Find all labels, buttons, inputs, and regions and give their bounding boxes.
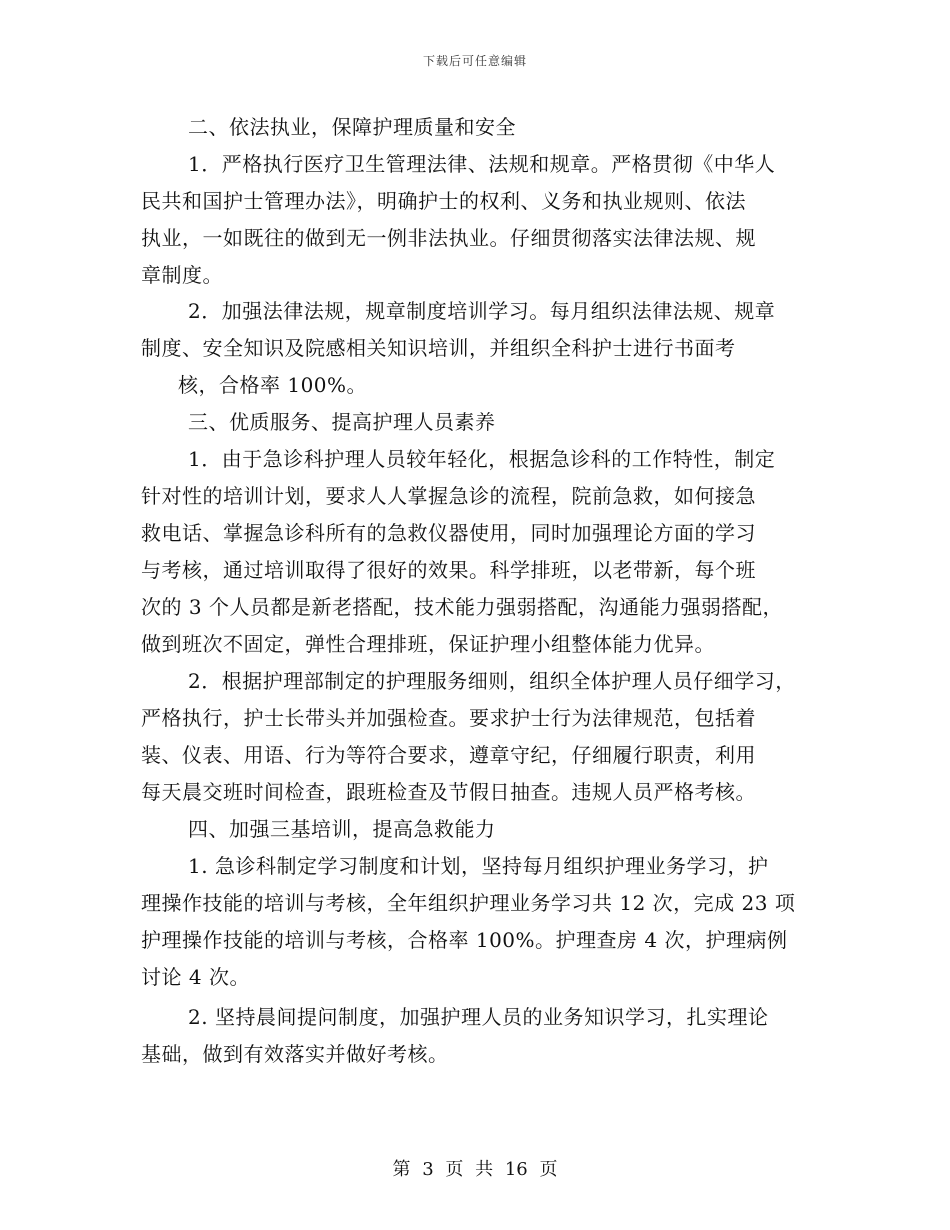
paragraph-line: 民共和国护士管理办法》，明确护士的权利、义务和执业规则、依法 [141, 189, 746, 213]
header-note: 下载后可任意编辑 [422, 54, 527, 68]
paragraph-line: 1．严格执行医疗卫生管理法律、法规和规章。严格贯彻《中华人 [188, 152, 776, 176]
paragraph-line: 2．根据护理部制定的护理服务细则，组织全体护理人员仔细学习， [188, 669, 796, 693]
paragraph-line: 理操作技能的培训与考核，全年组织护理业务学习共 12 次，完成 23 项 [141, 891, 796, 915]
paragraph-line: 护理操作技能的培训与考核，合格率 100%。护理查房 4 次，护理病例 [141, 928, 788, 952]
paragraph-line: 讨论 4 次。 [141, 965, 250, 989]
section-heading-2: 二、依法执业，保障护理质量和安全 [188, 115, 516, 139]
paragraph-line: 与考核，通过培训取得了很好的效果。科学排班，以老带新，每个班 [141, 558, 756, 582]
paragraph-line: 2. 坚持晨间提问制度，加强护理人员的业务知识学习，扎实理论 [188, 1005, 769, 1029]
paragraph-line: 1．由于急诊科护理人员较年轻化，根据急诊科的工作特性，制定 [188, 447, 776, 471]
paragraph-line: 严格执行，护士长带头并加强检查。要求护士行为法律规范，包括着 [141, 706, 756, 730]
paragraph-line: 2．加强法律法规，规章制度培训学习。每月组织法律法规、规章 [188, 299, 776, 323]
section-heading-3: 三、优质服务、提高护理人员素养 [188, 410, 496, 434]
paragraph-line: 装、仪表、用语、行为等符合要求，遵章守纪，仔细履行职责，利用 [141, 743, 756, 767]
paragraph-line: 每天晨交班时间检查，跟班检查及节假日抽查。违规人员严格考核。 [141, 780, 756, 804]
paragraph-line: 次的 3 个人员都是新老搭配，技术能力强弱搭配，沟通能力强弱搭配， [141, 595, 783, 619]
page-number-footer: 第 3 页 共 16 页 [392, 1159, 558, 1180]
paragraph-line: 1. 急诊科制定学习制度和计划，坚持每月组织护理业务学习，护 [188, 854, 769, 878]
paragraph-line: 执业，一如既往的做到无一例非法执业。仔细贯彻落实法律法规、规 [141, 226, 756, 250]
section-heading-4: 四、加强三基培训，提高急救能力 [188, 817, 496, 841]
paragraph-line: 基础，做到有效落实并做好考核。 [141, 1042, 449, 1066]
paragraph-line: 针对性的培训计划，要求人人掌握急诊的流程，院前急救，如何接急 [141, 484, 756, 508]
paragraph-line: 制度、安全知识及院感相关知识培训，并组织全科护士进行书面考 [141, 336, 736, 360]
paragraph-line: 核，合格率 100%。 [178, 373, 368, 397]
paragraph-line: 做到班次不固定，弹性合理排班，保证护理小组整体能力优异。 [141, 632, 715, 656]
paragraph-line: 章制度。 [141, 263, 223, 287]
paragraph-line: 救电话、掌握急诊科所有的急救仪器使用，同时加强理论方面的学习 [141, 521, 756, 545]
